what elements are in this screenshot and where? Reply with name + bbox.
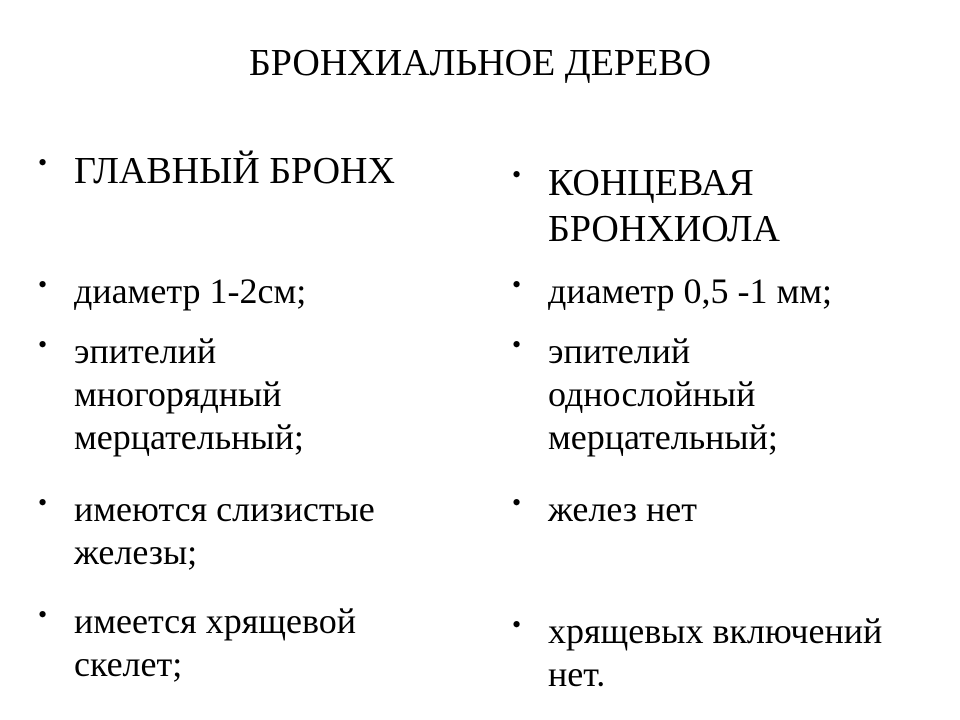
bullet-icon: • <box>38 148 48 177</box>
bullet-icon: • <box>38 600 48 629</box>
left-list-item-epithelium <box>38 330 468 459</box>
left-list-item-glands <box>38 488 468 574</box>
right-heading: КОНЦЕВАЯ БРОНХИОЛА <box>548 162 780 250</box>
left-item-text: эпителий многорядный мерцательный; <box>74 331 304 457</box>
left-list-item-diameter <box>38 270 468 313</box>
bullet-icon: • <box>512 488 522 517</box>
bullet-icon: • <box>512 270 522 299</box>
bullet-icon: • <box>38 270 48 299</box>
bullet-icon: • <box>512 160 522 189</box>
left-item-text: имеются слизистые железы; <box>74 489 375 572</box>
left-list-item-cartilage <box>38 600 468 686</box>
right-item-text: желез нет <box>548 489 697 529</box>
right-list-item-diameter <box>512 270 952 313</box>
bullet-icon: • <box>512 610 522 639</box>
right-item-text: хрящевых включений нет. <box>548 611 883 694</box>
left-item-text: диаметр 1-2см; <box>74 271 307 311</box>
left-heading-item <box>38 148 468 194</box>
right-list-item-epithelium <box>512 330 952 459</box>
bullet-icon: • <box>38 330 48 359</box>
right-list-item-cartilage <box>512 610 952 696</box>
left-heading: ГЛАВНЫЙ БРОНХ <box>74 150 395 192</box>
left-item-text: имеется хрящевой скелет; <box>74 601 356 684</box>
slide-title: БРОНХИАЛЬНОЕ ДЕРЕВО <box>248 42 712 84</box>
right-heading-item <box>512 160 952 252</box>
right-list-item-glands <box>512 488 952 531</box>
right-item-text: эпителий однослойный мерцательный; <box>548 331 778 457</box>
bullet-icon: • <box>512 330 522 359</box>
right-item-text: диаметр 0,5 -1 мм; <box>548 271 833 311</box>
bullet-icon: • <box>38 488 48 517</box>
